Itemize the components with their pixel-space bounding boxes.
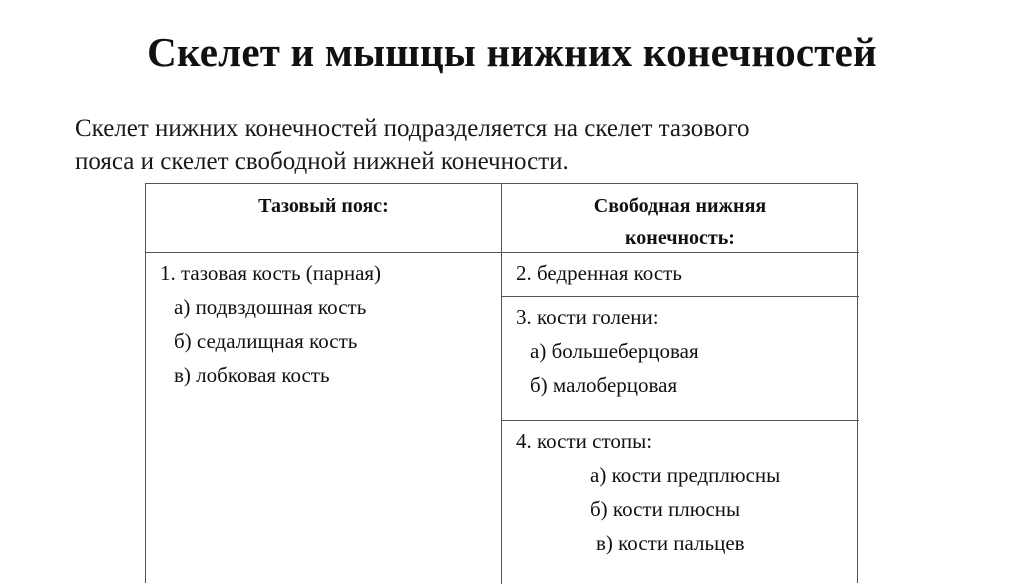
cell-pelvic-bones <box>160 256 381 392</box>
list-item: 3. кости голени: <box>516 305 659 329</box>
list-item: а) кости предплюсны <box>590 463 781 487</box>
list-item: в) кости пальцев <box>596 531 745 555</box>
list-item: 4. кости стопы: <box>516 429 653 453</box>
list-item: б) малоберцовая <box>530 373 678 397</box>
page-title: Скелет и мышцы нижних конечностей <box>147 29 877 75</box>
header-free-limb-line-2: конечность: <box>625 227 735 249</box>
list-item: 2. бедренная кость <box>516 261 682 285</box>
cell-shin-bones <box>516 300 699 402</box>
cell-foot-bones <box>516 424 780 560</box>
list-item: б) седалищная кость <box>174 329 358 353</box>
row-divider-shin <box>501 420 859 421</box>
header-free-limb-line-1: Свободная нижняя <box>593 195 767 217</box>
header-pelvic-girdle: Тазовый пояс: <box>258 195 389 217</box>
intro-line-1: Скелет нижних конечностей подразделяется на скелет тазового <box>75 115 750 142</box>
header-free-limb <box>501 190 859 254</box>
list-item: б) кости плюсны <box>590 497 741 521</box>
list-item: а) большеберцовая <box>530 339 699 363</box>
intro-paragraph <box>75 112 955 178</box>
list-item: 1. тазовая кость (парная) <box>160 261 382 285</box>
intro-line-2: пояса и скелет свободной нижней конечности. <box>75 148 569 175</box>
cell-femur <box>516 256 682 290</box>
row-divider-femur <box>501 296 859 297</box>
skeleton-table <box>145 183 858 583</box>
list-item: в) лобковая кость <box>174 363 330 387</box>
list-item: а) подвздошная кость <box>174 295 367 319</box>
